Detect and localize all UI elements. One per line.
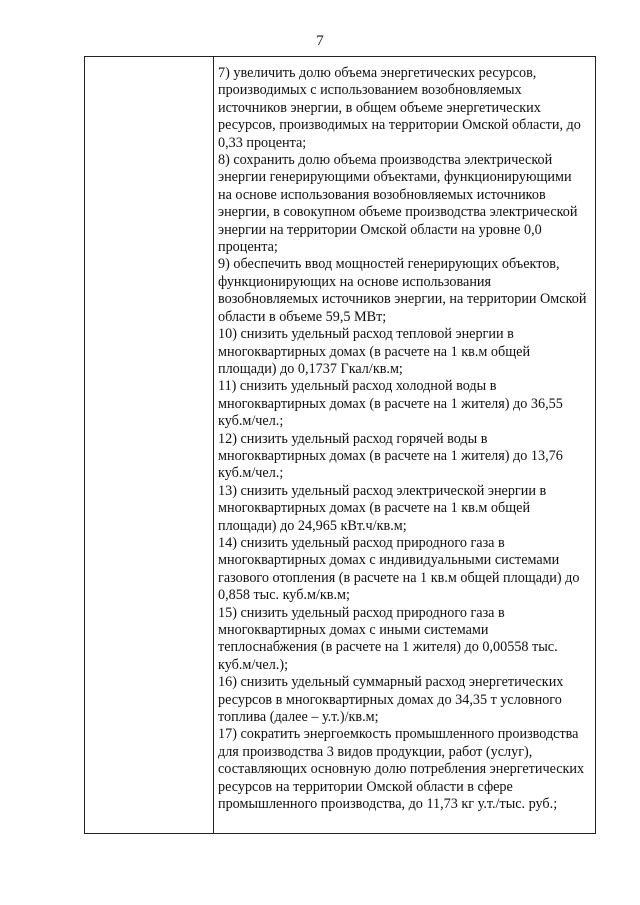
- list-item-14: 14) снизить удельный расход природного газа в многоквартирных домах с индивидуальными системами газового отопления (в расчете на 1 кв.м общей площади) до 0,858 тыс. куб.м/кв.м;: [218, 534, 580, 604]
- list-item-9: 9) обеспечить ввод мощностей генерирующих объектов, функционирующих на основе использования возобновляемых источников энергии, на территории Омской области в объеме 59,5 МВт;: [218, 256, 587, 325]
- list-item-16: 16) снизить удельный суммарный расход энергетических ресурсов в многоквартирных домах до 34,35 т условного топлива (далее – у.т.)/кв.м;: [218, 674, 564, 726]
- list-item-7: 7) увеличить долю объема энергетических ресурсов, производимых с использованием возобновляемых источников энергии, в общем объеме энергетических ресурсов, производимых на территории Омской области, до 0,33 процента;: [218, 65, 581, 151]
- list-item-15: 15) снизить удельный расход природного газа в многоквартирных домах с иными системами теплоснабжения (в расчете на 1 жителя) до 0,00558 тыс. куб.м/чел.);: [218, 604, 558, 673]
- table-right-column: [214, 57, 595, 833]
- table-left-column: [85, 57, 214, 833]
- document-table: [84, 56, 596, 834]
- list-item-11: 11) снизить удельный расход холодной воды в многоквартирных домах (в расчете на 1 жителя) до 36,55 куб.м/чел.;: [218, 378, 563, 430]
- list-item-8: 8) сохранить долю объема производства электрической энергии генерирующими объектами, функционирующими на основе использования возобновляемых источников энергии, в совокупном объеме производства электрической энергии на территории Омской области на уровне 0,0 процента;: [218, 152, 578, 256]
- list-item-17: 17) сократить энергоемкость промышленного производства для производства 3 видов продукции, работ (услуг), составляющих основную долю потребления энергетических ресурсов на территории Омской области в сфере промышленного производства, до 11,73 кг у.т./тыс. руб.;: [218, 726, 585, 813]
- page-number: 7: [316, 33, 324, 49]
- list-item-10: 10) снизить удельный расход тепловой энергии в многоквартирных домах (в расчете на 1 кв.м общей площади) до 0,1737 Гкал/кв.м;: [218, 326, 531, 377]
- list-item-12: 12) снизить удельный расход горячей воды в многоквартирных домах (в расчете на 1 жителя) до 13,76 куб.м/чел.;: [218, 430, 563, 482]
- list-item-13: 13) снизить удельный расход электрической энергии в многоквартирных домах (в расчете на 1 кв.м общей площади) до 24,965 кВт.ч/кв.м;: [218, 482, 547, 534]
